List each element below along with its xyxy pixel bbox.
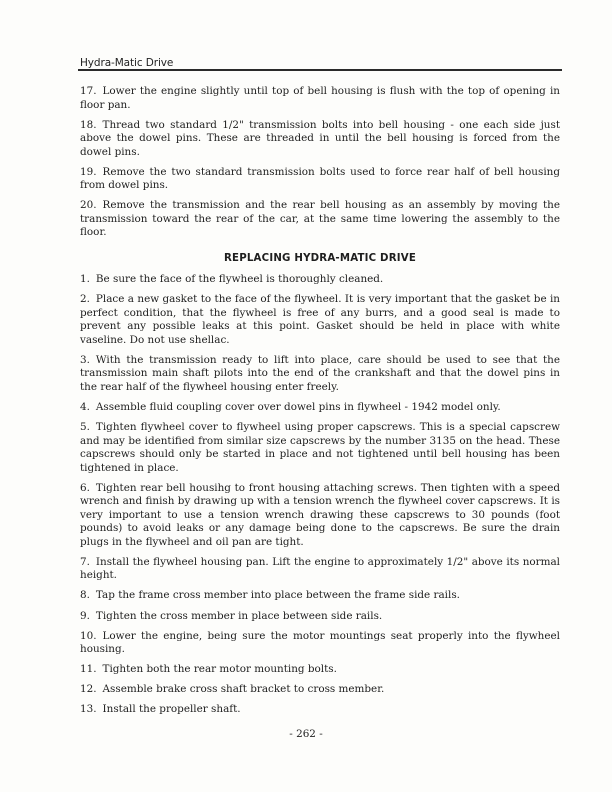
- step-text: Install the propeller shaft.: [102, 703, 241, 716]
- replacing-step: [80, 703, 560, 717]
- step-text: Install the flywheel housing pan. Lift the engine to approximately 1/2" above its normal height.: [80, 555, 560, 582]
- step-number: 7.: [80, 555, 90, 568]
- step-number: 12.: [80, 683, 97, 696]
- step-number: 4.: [80, 401, 90, 414]
- step-number: 13.: [80, 703, 97, 716]
- replacing-step: [80, 630, 560, 657]
- step-text: Tighten both the rear motor mounting bolts.: [102, 663, 337, 676]
- step-number: 10.: [80, 629, 97, 642]
- step-text: Be sure the face of the flywheel is thoroughly cleaned.: [95, 273, 384, 286]
- step-text: Tighten the cross member in place between side rails.: [95, 609, 383, 622]
- removal-step: [80, 199, 560, 240]
- step-number: 6.: [80, 481, 90, 494]
- step-text: Tighten flywheel cover to flywheel using proper capscrews. This is a special capscrew and may be identified from similar size capscrews by the number 3135 on the head. These capscrews should only be started in place and not tightened until bell housing has been tightened in place.: [80, 421, 560, 474]
- replacing-step: [80, 401, 560, 415]
- step-text: Tighten rear bell housihg to front housing attaching screws. Then tighten with a speed wrench and finish by drawing up with a tension wrench the flywheel cover capscrews. It is very important to use a tension wrench drawing these capscrews to 30 pounds (foot pounds) to avoid leaks or any damage being done to the capscrews. Be sure the drain plugs in the flywheel and oil pan are tight.: [80, 481, 560, 548]
- replacing-steps-list: [80, 273, 560, 717]
- replacing-step: [80, 683, 560, 697]
- step-number: 2.: [80, 293, 90, 306]
- step-text: Remove the transmission and the rear bell housing as an assembly by moving the transmission toward the rear of the car, at the same time lowering the assembly to the floor.: [80, 199, 560, 239]
- step-text: Place a new gasket to the face of the flywheel. It is very important that the gasket be in perfect condition, that the flywheel is free of any burrs, and a good seal is made to prevent any possible leaks at this point. Gasket should be held in place with white vaseline. Do not use shellac.: [80, 293, 560, 346]
- removal-step: [80, 166, 560, 193]
- step-text: Remove the two standard transmission bolts used to force rear half of bell housing from dowel pins.: [80, 165, 560, 192]
- header-rule: [78, 69, 562, 71]
- step-number: 20.: [80, 199, 97, 212]
- replacing-step: [80, 589, 560, 603]
- step-number: 8.: [80, 589, 90, 602]
- replacing-step: [80, 556, 560, 583]
- replacing-step: [80, 482, 560, 550]
- page-number: - 262 -: [289, 728, 323, 740]
- replacing-step: [80, 610, 560, 624]
- step-text: Lower the engine, being sure the motor mountings seat properly into the flywheel housing.: [80, 629, 560, 656]
- section-title: REPLACING HYDRA-MATIC DRIVE: [224, 252, 416, 264]
- replacing-step: [80, 663, 560, 677]
- step-number: 5.: [80, 421, 90, 434]
- step-text: Assemble brake cross shaft bracket to cross member.: [102, 683, 385, 696]
- step-number: 3.: [80, 353, 90, 366]
- replacing-step: [80, 293, 560, 347]
- step-number: 17.: [80, 85, 97, 97]
- replacing-step: [80, 273, 560, 287]
- step-text: Lower the engine slightly until top of bell housing is flush with the top of opening in floor pan.: [80, 85, 560, 111]
- step-text: Assemble fluid coupling cover over dowel pins in flywheel - 1942 model only.: [95, 401, 501, 414]
- step-text: Thread two standard 1/2" transmission bolts into bell housing - one each side just above the dowel pins. These are threaded in until the bell housing is forced from the dowel pins.: [80, 118, 560, 158]
- step-number: 9.: [80, 609, 90, 622]
- header-title: Hydra-Matic Drive: [80, 57, 174, 69]
- removal-step: [80, 85, 560, 112]
- step-number: 1.: [80, 273, 90, 286]
- removal-steps-list: [80, 85, 560, 240]
- document-body: [80, 85, 560, 724]
- step-number: 18.: [80, 118, 97, 131]
- step-number: 19.: [80, 165, 97, 178]
- removal-step: [80, 119, 560, 160]
- running-header: [80, 53, 560, 69]
- replacing-step: [80, 354, 560, 395]
- step-text: Tap the frame cross member into place between the frame side rails.: [95, 589, 460, 602]
- step-number: 11.: [80, 663, 97, 676]
- step-text: With the transmission ready to lift into place, care should be used to see that the transmission main shaft pilots into the end of the crankshaft and that the dowel pins in the rear half of the flywheel housing enter freely.: [80, 353, 560, 393]
- replacing-step: [80, 421, 560, 475]
